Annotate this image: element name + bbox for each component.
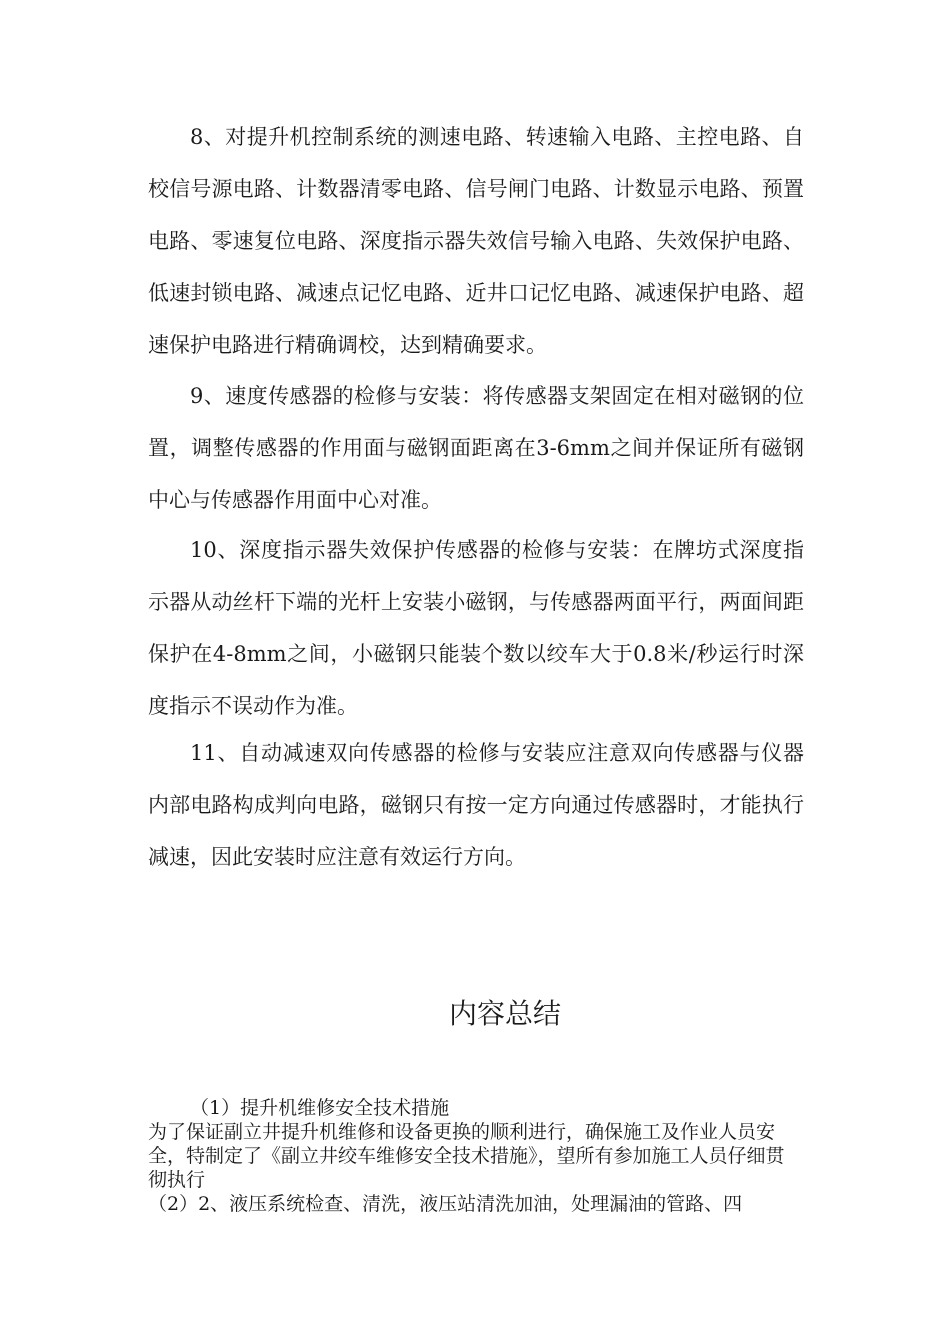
paragraph-item-10: 10、深度指示器失效保护传感器的检修与安装：在牌坊式深度指示器从动丝杆下端的光杆上安装小磁钢，与传感器两面平行，两面间距保护在4-8mm之间，小磁钢只能装个数以绞车大于0.8米/秒运行时深度指示不误动作为准。 [148,538,804,718]
summary-item2: （2）2、液压系统检查、清洗，液压站清洗加油，处理漏油的管路、四 [148,1193,743,1215]
summary-section [148,1096,798,1215]
summary-item1-heading: （1）提升机维修安全技术措施 [190,1097,450,1119]
paragraph-item-11: 11、自动减速双向传感器的检修与安装应注意双向传感器与仪器内部电路构成判向电路，磁钢只有按一定方向通过传感器时，才能执行减速，因此安装时应注意有效运行方向。 [148,741,804,869]
summary-title: 内容总结 [448,997,561,1030]
summary-item1-body: 为了保证副立井提升机维修和设备更换的顺利进行，确保施工及作业人员安全，特制定了《副立井绞车维修安全技术措施》，望所有参加施工人员仔细贯彻执行 [148,1121,785,1191]
paragraph-item-9: 9、速度传感器的检修与安装：将传感器支架固定在相对磁钢的位置，调整传感器的作用面与磁钢面距离在3-6mm之间并保证所有磁钢中心与传感器作用面中心对准。 [148,384,804,512]
paragraph-item-8: 8、对提升机控制系统的测速电路、转速输入电路、主控电路、自校信号源电路、计数器清零电路、信号闸门电路、计数显示电路、预置电路、零速复位电路、深度指示器失效信号输入电路、失效保护电路、低速封锁电路、减速点记忆电路、近井口记忆电路、减速保护电路、超速保护电路进行精确调校，达到精确要求。 [148,125,804,357]
